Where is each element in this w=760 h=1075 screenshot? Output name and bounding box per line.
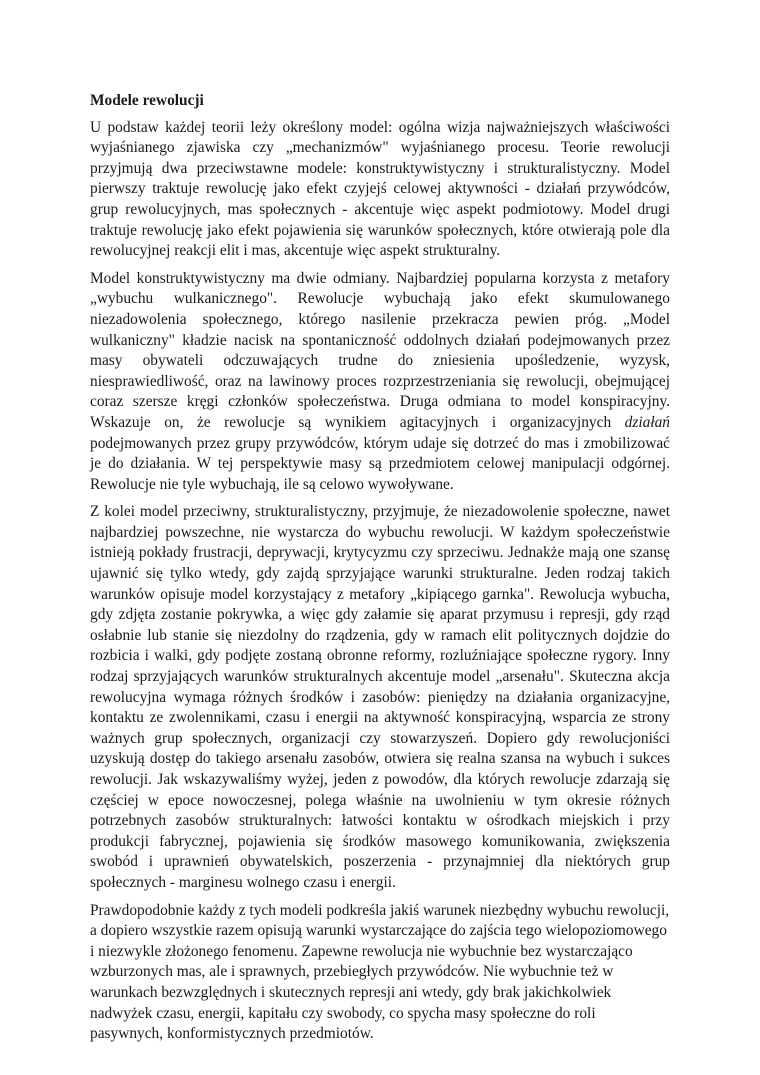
document-title: Modele rewolucji [90, 92, 204, 109]
paragraph-4-text: Prawdopodobnie każdy z tych modeli podkreśla jakiś warunek niezbędny wybuchu rewolucji, a dopiero wszystkie razem opisują warunki wystarczające do zajścia tego wielopoziomowego i niezwykle złożonego fenomenu. Zapewne rewolucja nie wybuchnie bez wystarczająco wzburzonych mas, ale i sprawnych, przebiegłych przywódców. Nie wybuchnie też w warunkach bezwzględnych i skutecznych represji ani wtedy, gdy brak jakichkolwiek nadwyżek czasu, energii, kapitału czy swobody, co spycha masy społeczne do roli pasywnych, konformistycznych przedmiotów. [90, 901, 670, 1043]
paragraph-1-text: U podstaw każdej teorii leży określony model: ogólna wizja najważniejszych właściwości wyjaśnianego zjawiska czy „mechanizmów" wyjaśnianego procesu. Teorie rewolucji przyjmują dwa przeciwstawne modele: konstruktywistyczny i strukturalistyczny. Model pierwszy traktuje rewolucję jako efekt czyjejś celowej aktywności - działań przywódców, grup rewolucyjnych, mas społecznych - akcentuje więc aspekt podmiotowy. Model drugi traktuje rewolucję jako efekt pojawienia się warunków społecznych, które otwierają pole dla rewolucyjnej reakcji elit i mas, akcentuje więc aspekt strukturalny. [90, 118, 670, 260]
paragraph-2-text-end: podejmowanych przez grupy przywódców, którym udaje się dotrzeć do mas i zmobilizować je do działania. W tej perspektywie masy są przedmiotem celowej manipulacji odgórnej. Rewolucje nie tyle wybuchają, ile są celowo wywoływane. [90, 434, 670, 493]
paragraph-4 [90, 901, 670, 1045]
paragraph-3-text: Z kolei model przeciwny, strukturalistyczny, przyjmuje, że niezadowolenie społeczne, nawet najbardziej powszechne, nie wystarcza do wybuchu rewolucji. W każdym społeczeństwie istnieją pokłady frustracji, deprywacji, krytycyzmu czy sprzeciwu. Jednakże mają one szansę ujawnić się tylko wtedy, gdy zajdą sprzyjające warunki strukturalne. Jeden rodzaj takich warunków opisuje model korzystający z metafory „kipiącego garnka". Rewolucja wybucha, gdy zdjęta zostanie pokrywka, a więc gdy załamie się aparat przymusu i represji, gdy rząd osłabnie lub stanie się niezdolny do rządzenia, gdy w ramach elit politycznych dojdzie do rozbicia i walki, gdy podjęte zostaną obronne reformy, rozluźniające społeczne rygory. Inny rodzaj sprzyjających warunków strukturalnych akcentuje model „arsenału". Skuteczna akcja rewolucyjna wymaga różnych środków i zasobów: pieniędzy na działania organizacyjne, kontaktu ze zwolennikami, czasu i energii na aktywność konspiracyjną, wsparcia ze strony ważnych grup społecznych, organizacji czy stowarzyszeń. Dopiero gdy rewolucjoniści uzyskują dostęp do takiego arsenału zasobów, otwiera się realna szansa na wybuch i sukces rewolucji. Jak wskazywaliśmy wyżej, jeden z powodów, dla których rewolucje zdarzają się częściej w epoce nowoczesnej, polega właśnie na uwolnieniu w tym okresie różnych potrzebnych zasobów strukturalnych: łatwości kontaktu w ośrodkach miejskich i przy produkcji fabrycznej, pojawienia się środków masowego komunikowania, zwiększenia swobód i uprawnień obywatelskich, poszerzenia - przynajmniej dla niektórych grup społecznych - marginesu wolnego czasu i energii. [90, 503, 670, 891]
paragraph-2 [90, 269, 670, 496]
paragraph-1 [90, 118, 670, 262]
paragraph-3 [90, 502, 670, 893]
paragraph-2-emphasis: działań [624, 413, 670, 431]
paragraph-2-text-start: Model konstruktywistyczny ma dwie odmiany. Najbardziej popularna korzysta z metafory „wybuchu wulkanicznego". Rewolucje wybuchają jako efekt skumulowanego niezadowolenia społecznego, którego nasilenie przekracza pewien próg. „Model wulkaniczny" kładzie nacisk na spontaniczność oddolnych działań podejmowanych przez masy obywateli odczuwających trudne do zniesienia upośledzenie, wyzysk, niesprawiedliwość, oraz na lawinowy proces rozprzestrzeniania się rewolucji, obejmującej coraz szersze kręgi członków społeczeństwa. Druga odmiana to model konspiracyjny. Wskazuje on, że rewolucje są wynikiem agitacyjnych i organizacyjnych [90, 269, 670, 431]
document-body [90, 91, 670, 1052]
